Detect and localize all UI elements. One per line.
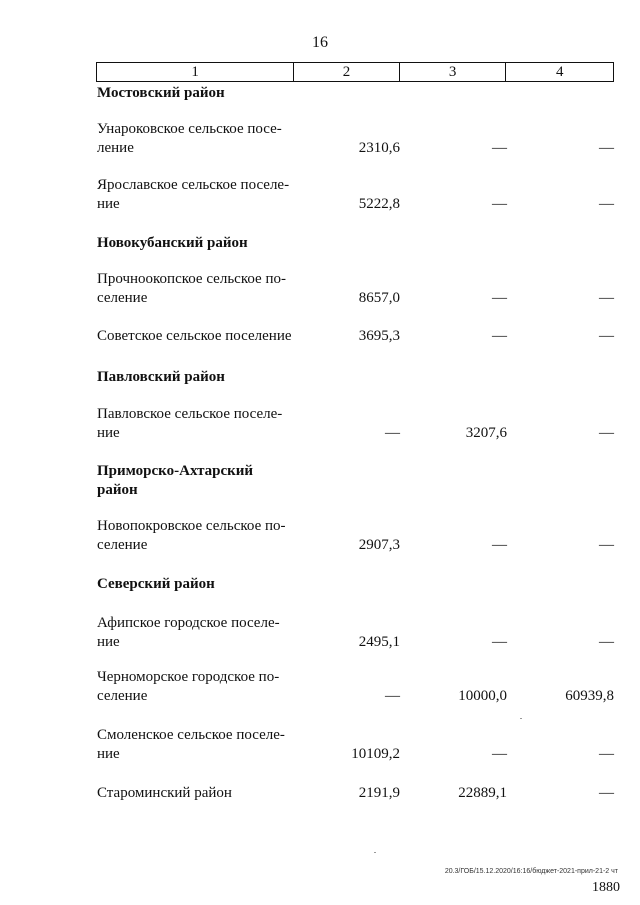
col-3-value: 10000,0 [458,688,507,704]
col-3-value: — [492,196,507,212]
settlement-name: Прочноокопское сельское по- селение [97,271,286,306]
col-3-value: 22889,1 [458,785,507,801]
col-4-value: — [599,537,614,553]
col-4-value: — [599,746,614,762]
table-row [97,174,617,214]
col-2-value: 2191,9 [358,785,400,801]
district-heading: Мостовский район [97,85,225,101]
table-header [96,62,614,82]
col-2-value: 2310,6 [358,140,400,156]
document-code: 20.3/ГОБ/15.12.2020/16:16/бюджет-2021-прил-21-2 чт [444,868,618,875]
col-3-value: 3207,6 [465,425,507,441]
settlement-name: Советское сельское поселение [97,328,292,344]
col-3-value: — [492,290,507,306]
col-2-value: 5222,8 [358,196,400,212]
district-heading: Северский район [97,576,215,592]
col-2-value: — [385,425,400,441]
col-3-value: — [492,328,507,344]
header-col-4: 4 [555,64,564,80]
settlement-name: Староминский район [97,785,232,801]
col-3-value: — [492,634,507,650]
table-row [97,306,617,346]
col-4-value: — [599,425,614,441]
header-col-1: 1 [97,63,294,81]
header-col-3: 3 [400,63,507,81]
settlement-name: Павловское сельское поселе- ние [97,406,283,441]
col-4-value: — [599,634,614,650]
settlement-name: Смоленское сельское поселе- ние [97,727,285,762]
district-heading: Павловский район [97,369,225,385]
col-2-value: 10109,2 [351,746,400,762]
table-row [97,403,617,443]
page-number: 16 [312,34,328,51]
table-row [97,118,617,158]
col-2-value: 2907,3 [358,537,400,553]
scan-speck [374,852,376,853]
col-3-value: — [492,746,507,762]
settlement-name: Афипское городское поселе- ние [97,615,280,650]
col-2-value: 3695,3 [358,328,400,344]
col-2-value: 8657,0 [358,290,400,306]
table-row [97,268,617,308]
scan-speck [520,718,522,719]
footer-number: 1880 [592,880,620,895]
col-3-value: — [492,537,507,553]
settlement-name: Ярославское сельское поселе- ние [97,177,290,212]
district-heading: Приморско-Ахтарский район [97,463,254,498]
col-2-value: 2495,1 [358,634,400,650]
table-row [97,724,617,764]
header-col-2: 2 [294,63,400,81]
col-4-value: — [599,785,614,801]
col-3-value: — [492,140,507,156]
table-row [97,666,617,706]
settlement-name: Унароковское сельское посе- ление [97,121,282,156]
table-row [97,515,617,555]
col-4-value: 60939,8 [565,688,614,704]
table-row [97,612,617,652]
col-4-value: — [599,196,614,212]
col-2-value: — [385,688,400,704]
district-heading: Новокубанский район [97,235,248,251]
col-4-value: — [599,290,614,306]
col-4-value: — [599,328,614,344]
table-row [97,763,617,803]
col-4-value: — [599,140,614,156]
settlement-name: Новопокровское сельское по- селение [97,518,286,553]
settlement-name: Черноморское городское по- селение [97,669,280,704]
